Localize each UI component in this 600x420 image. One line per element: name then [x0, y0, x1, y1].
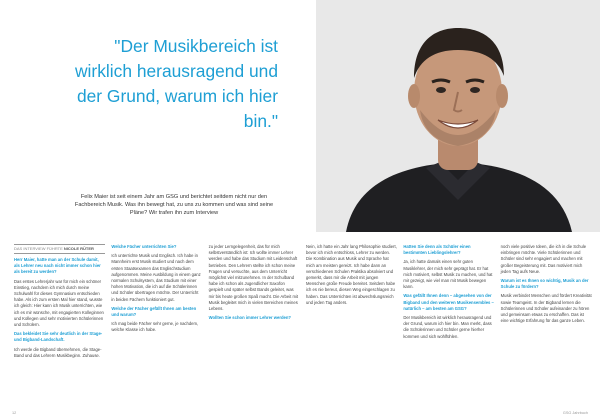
byline-label: DAS INTERVIEW FÜHRTE — [14, 246, 63, 251]
answer-paragraph: Ja, ich hatte damals einen sehr guten Musiklehrer, der mich sehr geprägt hat. Er hat mich motiviert, selbst Musik zu machen, und hat mir gezeigt, wie viel man mit Musik bewegen kann. — [403, 259, 493, 290]
answer-paragraph: Der Musikbereich ist wirklich herausragend und der Grund, warum ich hier bin. Man merkt, dass die Schülerinnen und Schüler gerne hierher kommen und sich wohlfühlen. — [403, 315, 492, 339]
interview-column — [501, 244, 592, 362]
answer-paragraph: Musik verbindet Menschen und fördert Kreativität sowie Teamgeist. In der Bigband lernen die Schülerinnen und Schüler aufeinander zu hören und gemeinsam etwas zu erschaffen. Das ist eine wichtige Erfahrung für das ganze Leben. — [500, 293, 592, 324]
interview-body — [0, 244, 600, 420]
intro-text: Felix Maier ist seit einem Jahr am GSG und berichtet seitdem nicht nur den Fachbereich Musik. Was ihn bewegt hat, zu uns zu kommen und was sind seine Pläne? Wir trafen ihn zum Interview — [74, 194, 274, 216]
question-paragraph: Welche Fächer unterrichten Sie? — [111, 244, 177, 249]
answer-paragraph: zu jeder Lerngelegenheit, das für mich selbstverständlich ist: Ich wollte immer Lehrer werden und habe das Studium mit Leidenschaft betrieben. Den Lehrern stellte ich schon meine Fragen und versuchte, aus dem Unterricht möglichst viel mitzunehmen. In der Schulband habe ich schon als Jugendlicher Saxofon gespielt und später selbst Bands geleitet, was mir bis heute großen Spaß macht. Die Arbeit mit Musik begleitet mich in vielen Bereichen meines Lebens. — [208, 244, 299, 312]
byline — [14, 244, 105, 254]
answer-paragraph: Ich unterrichte Musik und Englisch. Ich habe in Mannheim erst Musik studiert und nach dem ersten Staatsexamen das Englischstudium aufgenommen. Meine Ausbildung in einem ganz normalen Schulsystem, das Studium mit einer hohen Motivation, die ich auf die Schülerinnen und Schüler übertragen möchte. Der Unterricht in beiden Fächern funktioniert gut. — [111, 253, 201, 302]
question-paragraph: Das bekleidet Sie sehr deutlich in der Stage- und Bigband-Landschaft. — [14, 331, 103, 343]
byline-author: NICOLE RÜTER — [63, 246, 94, 251]
answer-paragraph: Ich mag beide Fächer sehr gerne, je nachdem, welche Klasse ich habe. — [111, 321, 199, 333]
question-paragraph: Herr Maier, hatte man an der Schule damit, als Lehrer neu nach nicht immer schon hier als bereit zu werden? — [14, 257, 101, 275]
answer-paragraph: noch viele positive Ideen, die ich in die Schule einbringen möchte. Viele Schülerinnen und Schüler sind sehr engagiert und machen mit großer Begeisterung mit. Das motiviert mich jeden Tag aufs Neue. — [500, 244, 587, 274]
footer-right: GSG Jahrbuch — [562, 411, 588, 415]
question-paragraph: Warum ist es Ihnen so wichtig, Musik an der Schule zu fördern? — [500, 278, 589, 290]
answer-paragraph: Nein, ich hatte ein Jahr lang Philosophie studiert, bevor ich mich entschloss, Lehrer zu werden. Die Kombination aus Musik und Sprache hat mich am meisten gereizt. Ich habe dann an verschiedenen Schulen Praktika absolviert und gemerkt, dass mir die Arbeit mit jungen Menschen große Freude bereitet. Seitdem habe ich es nie bereut, diesen Weg eingeschlagen zu haben. Das Unterrichten ist abwechslungsreich und jeden Tag anders. — [306, 244, 397, 305]
portrait-photo — [316, 0, 600, 232]
page-number-left: 12 — [12, 411, 17, 415]
interview-column — [306, 244, 397, 362]
question-paragraph: Was gefällt Ihnen denn – abgesehen von der Bigband und den weiteren Musikensembles – natürlich – am besten am GSG? — [403, 293, 494, 311]
pull-quote: "Der Musikbereich ist wirklich herausragend und der Grund, warum ich hier bin." — [74, 36, 278, 131]
question-paragraph: Hatten Sie denn als Schüler einen bestimmten Lieblingslehrer? — [403, 244, 471, 256]
portrait-illustration — [316, 0, 600, 232]
interview-column — [403, 244, 494, 362]
interview-column — [14, 244, 105, 362]
answer-paragraph: Das erstes Lehrerjahr war für mich ein schöner Einstieg, nachdem ich mich durch meine Schulwahl für dieses Gymnasium entschieden habe. Als ich zum ersten Mal hier stand, wusste ich gleich: Hier kann ich Musik unterrichten, wie ich es mir wünsche, mit engagierten Kolleginnen und Kollegen und sehr motivierten Schülerinnen und Schülern. — [14, 278, 104, 328]
question-paragraph: Wollten Sie schon immer Lehrer werden? — [208, 315, 291, 321]
interview-column — [209, 244, 300, 362]
answer-paragraph: Ich werde die Bigband übernehmen, die Stage-Band und das Lehrern Musikbeginn. Zuhause. — [14, 346, 102, 358]
question-paragraph: Welche der Fächer gefällt Ihnen am besten und warum? — [111, 305, 197, 318]
interview-column — [111, 244, 202, 362]
interview-columns — [14, 244, 592, 362]
